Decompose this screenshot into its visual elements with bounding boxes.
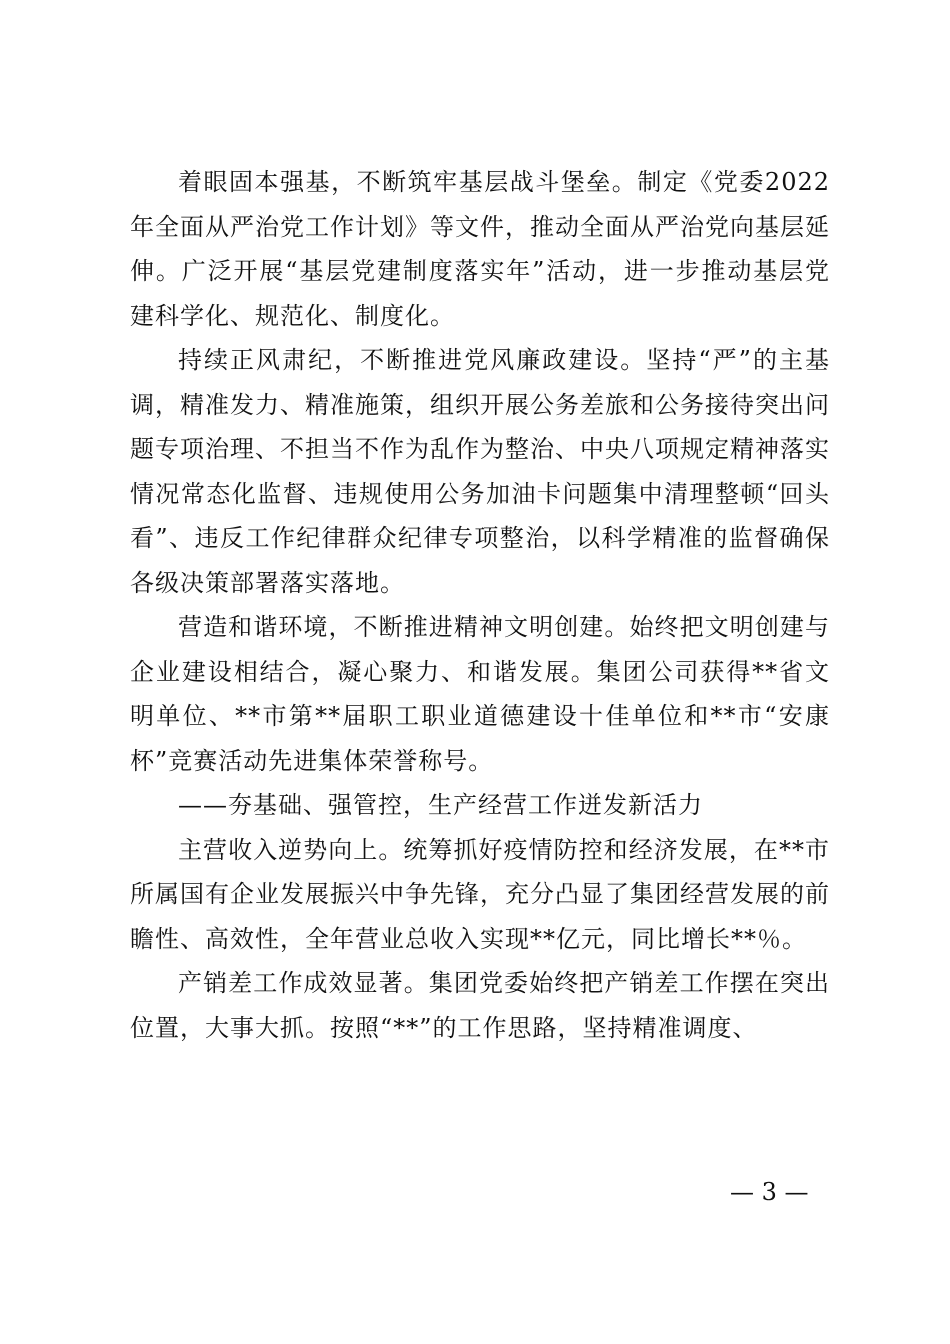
page-number: — 3 — — [730, 1178, 809, 1206]
document-body — [130, 160, 830, 1050]
paragraph-grassroots: 着眼固本强基，不断筑牢基层战斗堡垒。制定《党委2022年全面从严治党工作计划》等文件，推动全面从严治党向基层延伸。广泛开展“基层党建制度落实年”活动，进一步推动基层党建科学化、规范化、制度化。 — [130, 168, 830, 330]
paragraph-revenue: 主营收入逆势向上。统筹抓好疫情防控和经济发展，在**市所属国有企业发展振兴中争先锋，充分凸显了集团经营发展的前瞻性、高效性，全年营业总收入实现**亿元，同比增长**％。 — [130, 835, 830, 953]
paragraph-civilization: 营造和谐环境，不断推进精神文明创建。始终把文明创建与企业建设相结合，凝心聚力、和谐发展。集团公司获得**省文明单位、**市第**届职工职业道德建设十佳单位和**市“安康杯”竞赛活动先进集体荣誉称号。 — [130, 613, 830, 775]
paragraph-production-sales: 产销差工作成效显著。集团党委始终把产销差工作摆在突出位置，大事大抓。按照“**”的工作思路，坚持精准调度、 — [130, 969, 830, 1042]
paragraph-discipline: 持续正风肃纪，不断推进党风廉政建设。坚持“严”的主基调，精准发力、精准施策，组织开展公务差旅和公务接待突出问题专项治理、不担当不作为乱作为整治、中央八项规定精神落实情况常态化监督、违规使用公务加油卡问题集中清理整顿“回头看”、违反工作纪律群众纪律专项整治，以科学精准的监督确保各级决策部署落实落地。 — [130, 346, 830, 597]
section-heading: ——夯基础、强管控，生产经营工作迸发新活力 — [178, 791, 703, 819]
